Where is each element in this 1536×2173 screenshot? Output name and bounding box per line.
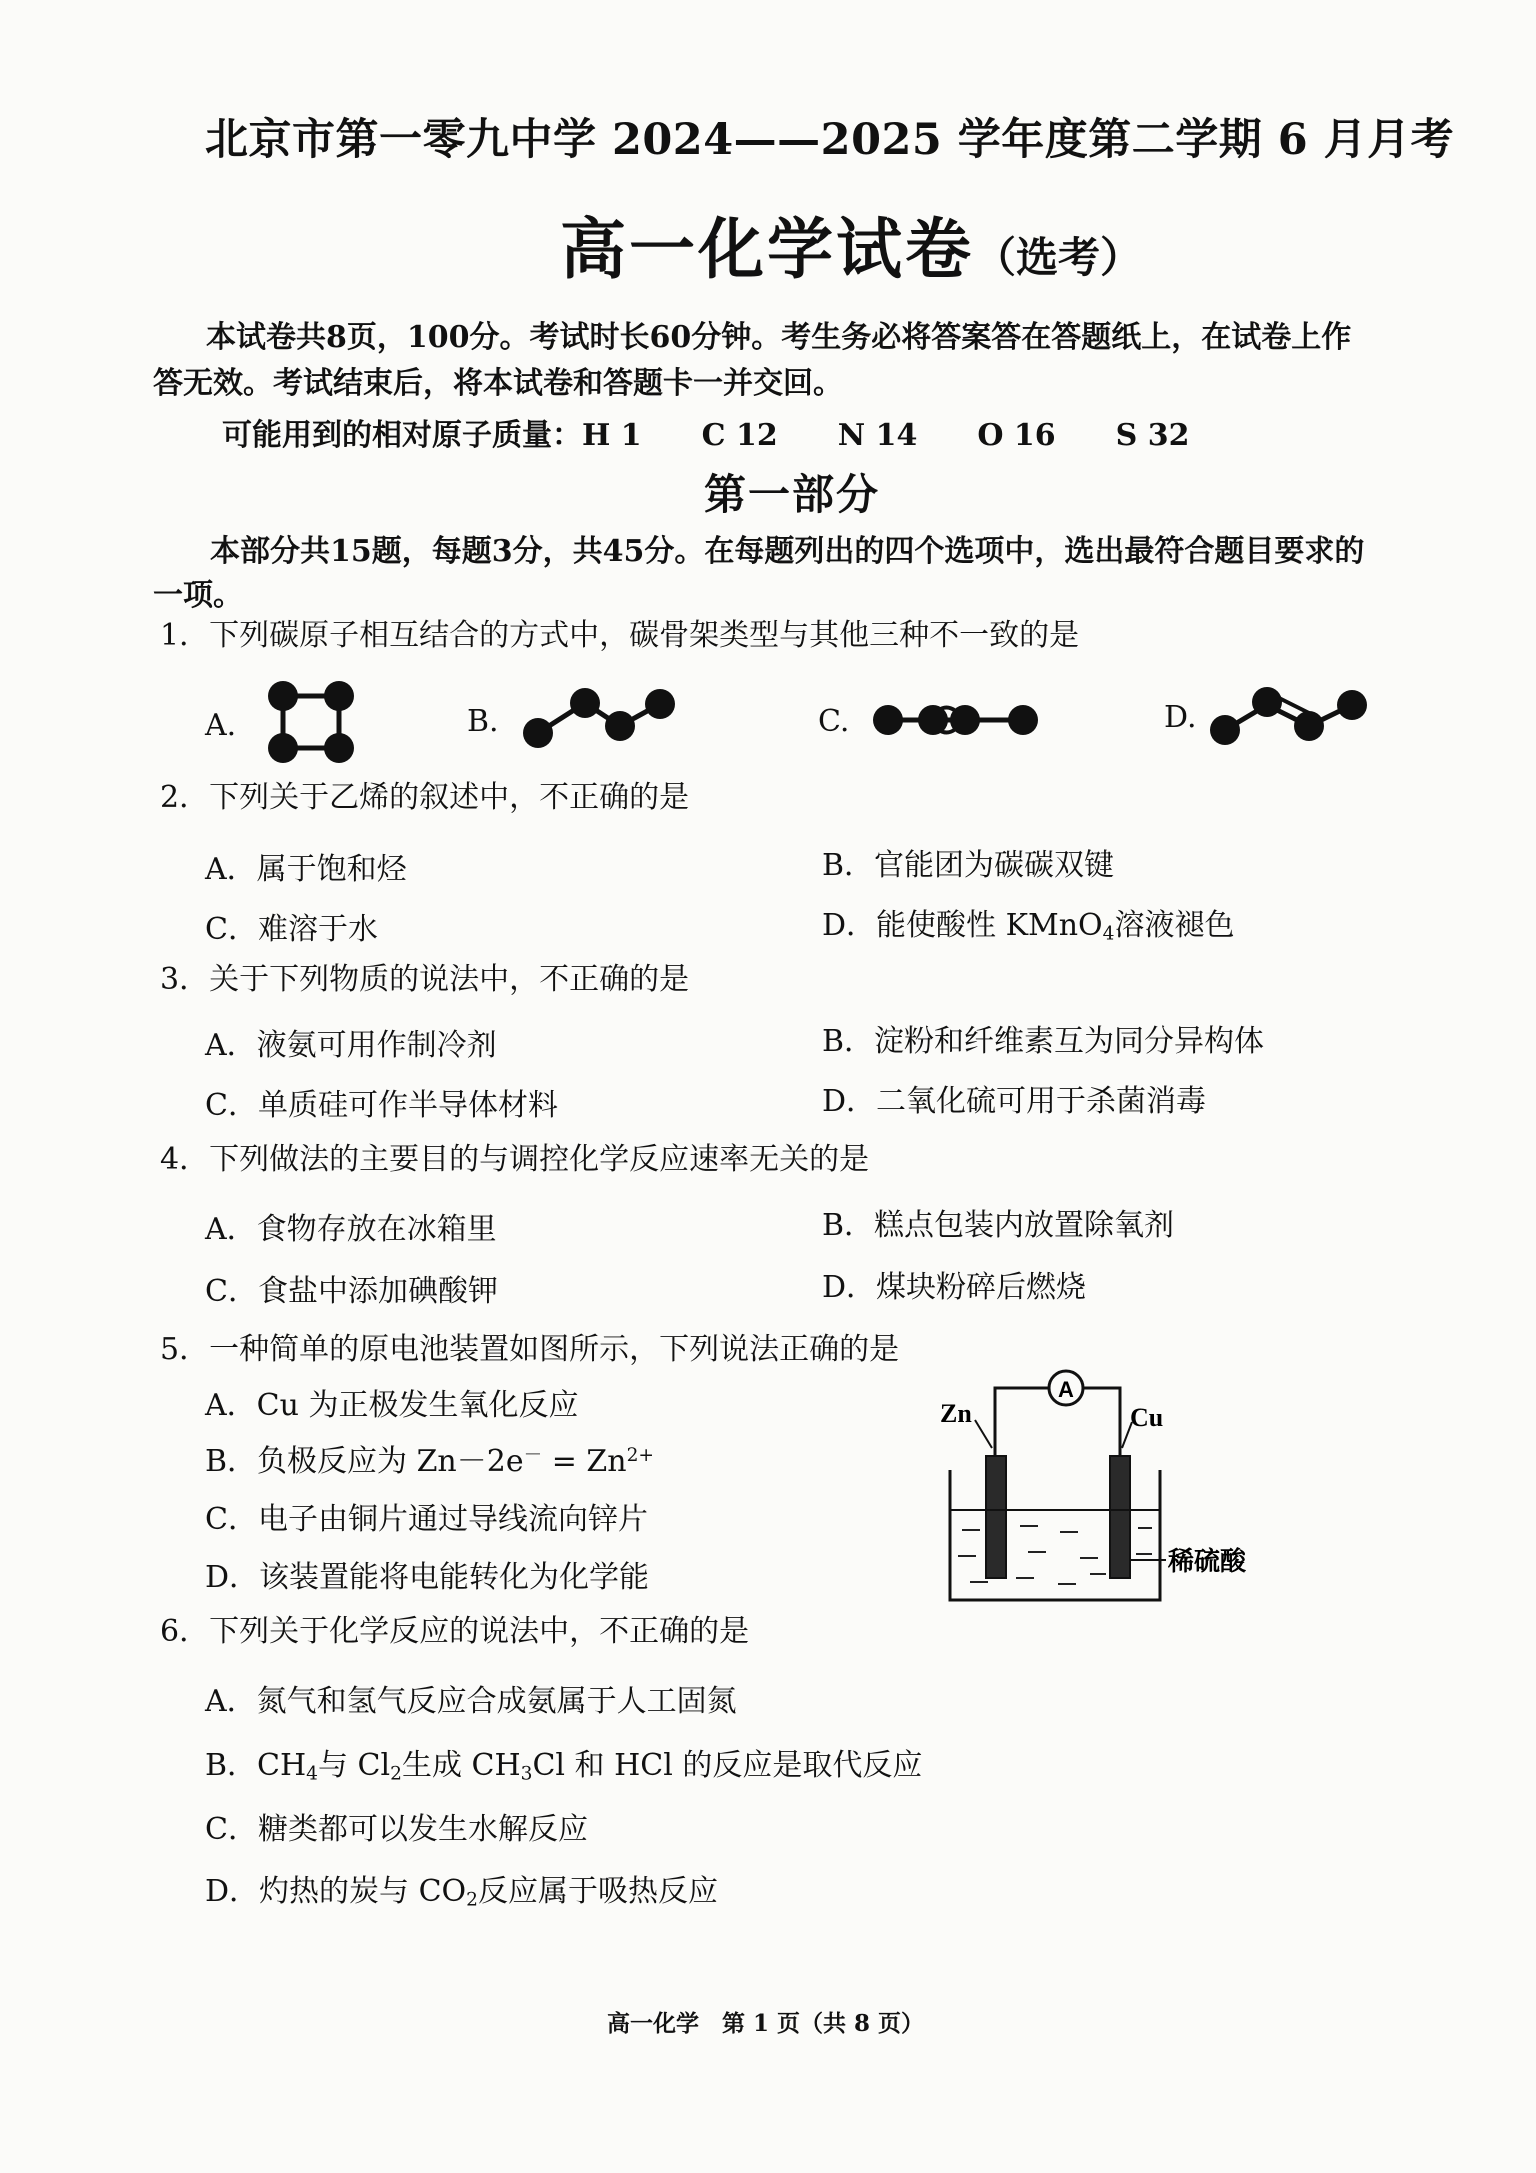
q1-chain-skeleton (520, 678, 680, 758)
cu-electrode (1110, 1456, 1130, 1578)
q2-stem: 2．下列关于乙烯的叙述中，不正确的是 (160, 780, 690, 815)
cu-label: Cu (1130, 1403, 1164, 1432)
q1-option-c-label: C. (818, 704, 850, 739)
q3-option-c: C．单质硅可作半导体材料 (205, 1088, 558, 1123)
page-footer: 高一化学 第 1 页（共 8 页） (607, 2010, 925, 2037)
q5-option-b: B．负极反应为 $Zn-2e^- = Zn^{2+}$ (205, 1444, 654, 1479)
school-exam-line: 北京市第一零九中学 2024——2025 学年度第二学期 6 月月考 (205, 115, 1455, 165)
q1-option-a-label: A. (205, 708, 237, 743)
q5-option-a: A．Cu 为正极发生氧化反应 (205, 1388, 579, 1423)
q2-option-d: D．能使酸性 KMnO$_4$溶液褪色 (822, 908, 1235, 945)
q5-stem: 5．一种简单的原电池装置如图所示，下列说法正确的是 (160, 1332, 900, 1367)
zn-label: Zn (940, 1399, 972, 1428)
zn-electrode (986, 1456, 1006, 1578)
q6-stem: 6．下列关于化学反应的说法中，不正确的是 (160, 1614, 750, 1649)
section-desc-1: 本部分共15题，每题3分，共45分。在每题列出的四个选项中，选出最符合题目要求的 (210, 534, 1365, 569)
section-desc-2: 一项。 (153, 578, 243, 613)
q1-ring-skeleton (255, 675, 365, 775)
instruction-line-2: 答无效。考试结束后，将本试卷和答题卡一并交回。 (153, 366, 843, 401)
acid-label: 稀硫酸 (1168, 1547, 1247, 1577)
q2-option-c: C．难溶于水 (205, 912, 378, 947)
q6-option-b: B．$CH_4$与 $Cl_2$生成 $CH_3Cl$ 和 HCl 的反应是取代反应 (205, 1748, 923, 1785)
q1-option-b-label: B. (467, 704, 499, 739)
q3-stem: 3．关于下列物质的说法中，不正确的是 (160, 962, 690, 997)
q1-triple-bond-skeleton (868, 690, 1048, 750)
q5-option-c: C．电子由铜片通过导线流向锌片 (205, 1502, 648, 1537)
q4-option-c: C．食盐中添加碘酸钾 (205, 1274, 498, 1309)
q1-option-d-label: D. (1164, 700, 1197, 735)
q6-option-a: A．氮气和氢气反应合成氨属于人工固氮 (205, 1684, 737, 1719)
title-text: 高一化学试卷 (560, 210, 974, 288)
galvanic-cell-diagram (930, 1360, 1260, 1605)
q1-stem: 1．下列碳原子相互结合的方式中，碳骨架类型与其他三种不一致的是 (160, 618, 1080, 653)
atomic-mass-line: 可能用到的相对原子质量：H 1 C 12 N 14 O 16 S 32 (222, 418, 1190, 453)
q3-option-b: B．淀粉和纤维素互为同分异构体 (822, 1024, 1265, 1059)
q3-option-a: A．液氨可用作制冷剂 (205, 1028, 497, 1063)
q2-option-a: A．属于饱和烃 (205, 852, 407, 887)
q5-option-d: D．该装置能将电能转化为化学能 (205, 1560, 650, 1595)
q4-option-b: B．糕点包装内放置除氧剂 (822, 1208, 1175, 1243)
q1-double-bond-skeleton (1205, 678, 1385, 758)
q6-option-d: D．灼热的炭与 $CO_2$反应属于吸热反应 (205, 1874, 718, 1911)
title-paren: （选考） (974, 233, 1143, 282)
q3-option-d: D．二氧化硫可用于杀菌消毒 (822, 1084, 1207, 1119)
q6-option-c: C．糖类都可以发生水解反应 (205, 1812, 588, 1847)
instruction-line-1: 本试卷共8页，100分。考试时长60分钟。考生务必将答案答在答题纸上，在试卷上作 (206, 320, 1352, 355)
q4-option-a: A．食物存放在冰箱里 (205, 1212, 497, 1247)
q4-option-d: D．煤块粉碎后燃烧 (822, 1270, 1087, 1305)
exam-title (560, 196, 1142, 291)
q4-stem: 4．下列做法的主要目的与调控化学反应速率无关的是 (160, 1142, 870, 1177)
q2-option-b: B．官能团为碳碳双键 (822, 848, 1115, 883)
ammeter-label: A (1058, 1377, 1074, 1402)
section-title: 第一部分 (704, 470, 881, 519)
